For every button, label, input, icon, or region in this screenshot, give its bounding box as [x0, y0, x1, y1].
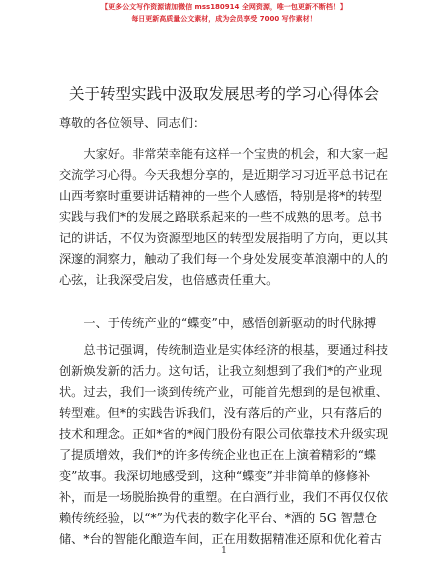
paragraph-intro: 大家好。非常荣幸能有这样一个宝贵的机会，和大家一起交流学习心得。今天我想分享的，是近期学习习近平总书记在山西考察时重要讲话精神的一些个人感悟，特别是将*的转型实践与我们*的发展之路联系起来的一些不成熟的思考。总书记的讲话，不仅为资源型地区的转型发展指明了方向，更以其深邃的洞察力，触动了我们每一个身处发展变革浪潮中的人的心弦，让我深受启发，也倍感责任重大。: [59, 147, 389, 287]
section-heading-1: 一、于传统产业的“蝶变”中，感悟创新驱动的时代脉搏: [83, 316, 377, 330]
page-number: 1: [221, 546, 227, 556]
promo-banner: [0, 0, 448, 30]
document-title: 关于转型实践中汲取发展思考的学习心得体会: [68, 85, 379, 103]
paragraph-section-1: 总书记强调，传统制造业是实体经济的根基，要通过科技创新焕发新的活力。这句话，让我立刻想到了我们*的产业现状。过去，我们一谈到传统产业，可能首先想到的是包袱重、转型难。但*的实践告诉我们，没有落后的产业，只有落后的技术和理念。正如*省的*阀门股份有限公司依靠技术升级实现了提质增效，我们*的许多传统企业也正在上演着精彩的“蝶变”故事。我深切地感受到，这种“蝶变”并非简单的修修补补，而是一场脱胎换骨的重塑。在白酒行业，我们不再仅仅依赖传统经验，以“*”为代表的数字化平台、*酒的 5G 智慧仓储、*台的智能化酿造车间，正在用数据精准还原和优化着古: [59, 343, 389, 546]
promo-banner-line-2: 每日更新高质量公文素材，成为会员享受 7000 写作素材！: [131, 15, 317, 23]
promo-banner-line-1: 【更多公文写作资源请加微信 mss180914 全网资源，唯一包更新不断档！】: [101, 3, 347, 11]
salutation: 尊敬的各位领导、同志们：: [59, 116, 206, 130]
